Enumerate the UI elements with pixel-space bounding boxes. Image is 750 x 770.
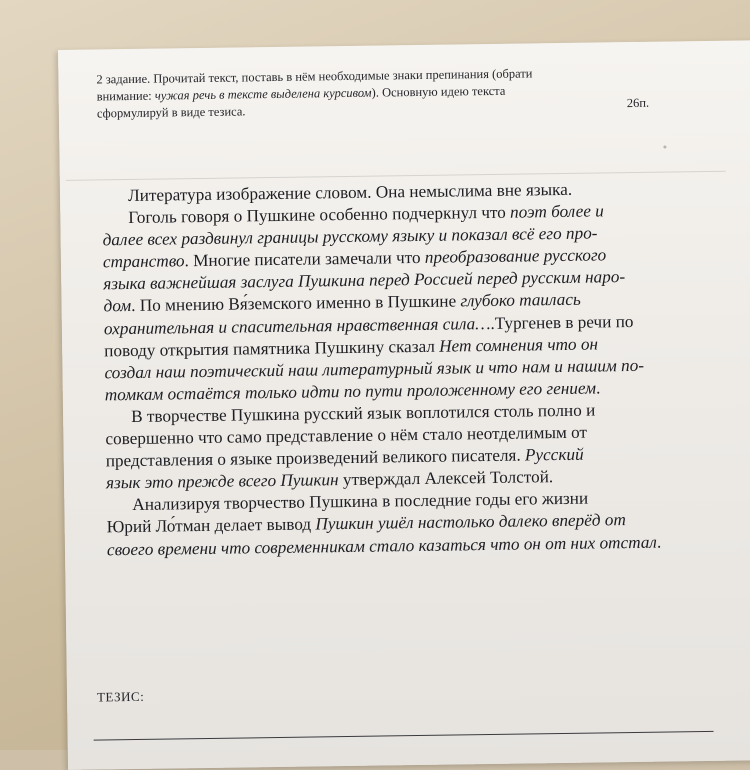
quote-run: далее всех раздвинул границы русскому языку и показал всё его про- xyxy=(102,223,598,250)
quote-run: поэт более и xyxy=(509,201,604,222)
task-line-2-start: внимание: xyxy=(96,88,155,104)
quote-run: дом xyxy=(103,296,132,316)
task-line-1: 2 задание. Прочитай текст, поставь в нём необходимые знаки препинания (обрати xyxy=(96,66,533,87)
task-line-3: сформулируй в виде тезиса. xyxy=(96,104,246,121)
text-run: .Тургенев в речи по xyxy=(490,311,634,333)
quote-run: странство xyxy=(102,251,185,272)
text-run: . xyxy=(656,532,662,552)
quote-run: преобразование русского xyxy=(424,245,607,268)
quote-run: создал наш поэтический наш литературный язык и что нам и нашим по- xyxy=(104,355,645,383)
task-line-2-end: ). Основную идею текста xyxy=(371,83,506,100)
text-run: В творчестве Пушкина русский язык воплотился столь полно и xyxy=(130,400,596,426)
quote-run: Нет сомнения что он xyxy=(439,334,599,356)
paragraph-3 xyxy=(106,486,719,561)
quote-run: охранительная и спасительная нравственная сила… xyxy=(103,313,491,338)
text-run: Литература изображение словом. Она немыслима вне языка. xyxy=(127,179,573,206)
text-run: Юрий Ло́тман делает вывод xyxy=(106,514,316,537)
paragraph-1 xyxy=(102,177,717,406)
text-run: Анализируя творчество Пушкина в последние годы его жизни xyxy=(132,488,589,515)
quote-run: Русский xyxy=(524,444,584,465)
answer-line xyxy=(94,731,714,741)
text-run: представления о языке произведений великого писателя. xyxy=(105,445,526,471)
task-line-2-italic: чужая речь в тексте выделена курсивом xyxy=(154,85,372,103)
quote-run: языка важнейшая заслуга Пушкина перед Россией перед русским наро- xyxy=(103,267,626,294)
quote-run: своего времени что современникам стало казаться что он от них отстал xyxy=(106,532,657,559)
task-points: 26п. xyxy=(626,95,650,111)
thesis-label: ТЕЗИС: xyxy=(96,688,145,705)
text-run: утверждал Алексей Толстой. xyxy=(338,467,554,490)
text-run: . Многие писатели замечали что xyxy=(184,248,425,271)
quote-run: Пушкин ушёл настолько далеко вперёд от xyxy=(315,510,626,534)
worksheet-page xyxy=(58,40,750,770)
paper-speck xyxy=(663,146,666,149)
task-instructions xyxy=(96,63,697,122)
quote-run: глубоко таилась xyxy=(460,290,581,311)
exercise-text xyxy=(102,177,719,561)
text-run: поводу открытия памятника Пушкину сказал xyxy=(104,336,440,361)
text-run: . xyxy=(595,378,601,398)
quote-run: язык это прежде всего Пушкин xyxy=(105,470,339,493)
text-run: Гоголь говоря о Пушкине особенно подчеркнул что xyxy=(128,202,511,228)
paragraph-2 xyxy=(105,398,718,495)
text-run: совершенно что само представление о нём стало неотделимым от xyxy=(105,422,588,449)
text-run: . По мнению Вя́земского именно в Пушкине xyxy=(131,291,461,316)
quote-run: томкам остаётся только идти по пути проложенному его гением xyxy=(104,378,597,405)
